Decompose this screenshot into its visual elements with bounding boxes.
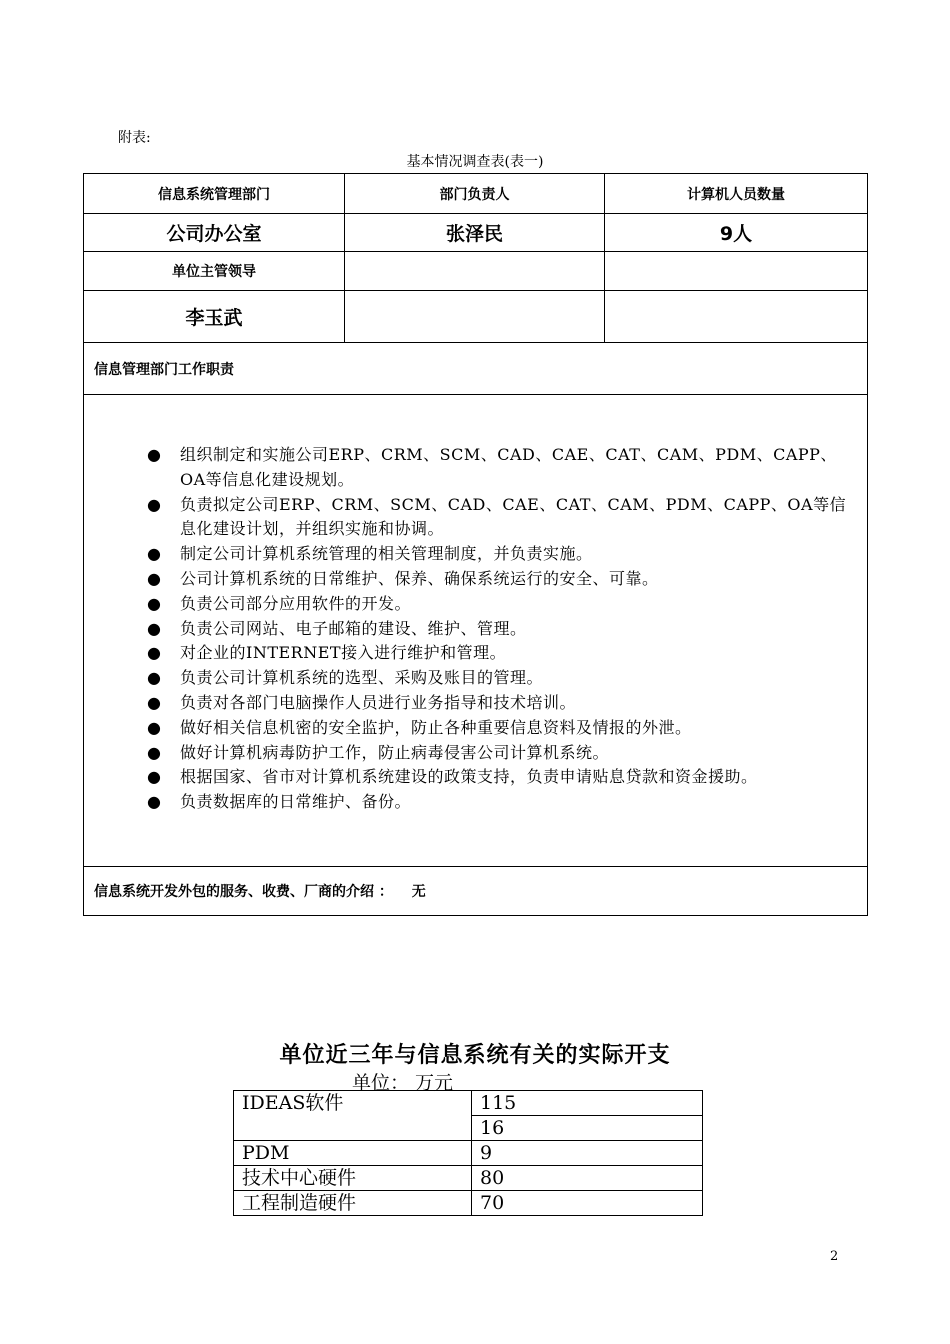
supervisor-label: 单位主管领导 — [84, 252, 345, 291]
outsourcing-row — [84, 867, 868, 916]
duties-cell — [84, 395, 868, 867]
list-item: ● 对企业的INTERNET接入进行维护和管理。 — [180, 641, 861, 666]
duties-list — [84, 395, 867, 815]
survey-table — [83, 173, 868, 916]
list-item: ● 组织制定和实施公司ERP、CRM、SCM、CAD、CAE、CAT、CAM、PDM、CAPP、OA等信息化建设规划。 — [147, 445, 837, 489]
empty-cell — [605, 291, 868, 343]
expense-table — [233, 1090, 703, 1216]
bullet-icon: ● — [147, 593, 162, 613]
list-item: ● 公司计算机系统的日常维护、保养、确保系统运行的安全、可靠。 — [180, 567, 861, 592]
appendix-label: 附表: — [118, 130, 151, 146]
list-item: ● 负责公司网站、电子邮箱的建设、维护、管理。 — [180, 617, 861, 642]
list-item: ● 负责拟定公司ERP、CRM、SCM、CAD、CAE、CAT、CAM、PDM、CAPP、OA等信息化建设计划，并组织实施和协调。 — [147, 494, 847, 539]
bullet-icon: ● — [147, 643, 162, 663]
empty-cell — [345, 252, 605, 291]
expense-title: 单位近三年与信息系统有关的实际开支 — [279, 1043, 671, 1068]
list-item: ● 做好计算机病毒防护工作，防止病毒侵害公司计算机系统。 — [180, 741, 861, 766]
bullet-icon: ● — [147, 692, 162, 712]
list-item: ● 做好相关信息机密的安全监护，防止各种重要信息资料及情报的外泄。 — [180, 716, 861, 741]
list-item: ● 负责数据库的日常维护、备份。 — [180, 790, 861, 815]
expense-value: 80 — [472, 1166, 703, 1191]
empty-cell — [605, 252, 868, 291]
bullet-icon: ● — [147, 767, 162, 787]
expense-item: 工程制造硬件 — [234, 1191, 472, 1216]
staff-count-value: 9人 — [605, 214, 868, 252]
bullet-icon: ● — [147, 445, 162, 464]
department-name: 公司办公室 — [84, 214, 345, 252]
bullet-icon: ● — [147, 568, 162, 588]
expense-value: 70 — [472, 1191, 703, 1216]
list-item: ● 负责公司部分应用软件的开发。 — [180, 592, 861, 617]
list-item: ● 负责对各部门电脑操作人员进行业务指导和技术培训。 — [180, 691, 861, 716]
expense-value: 9 — [472, 1141, 703, 1166]
expense-item: 技术中心硬件 — [234, 1166, 472, 1191]
bullet-icon: ● — [147, 742, 162, 762]
survey-table-title: 基本情况调查表(表一) — [406, 154, 544, 170]
bullet-icon: ● — [147, 668, 162, 688]
header-it-department: 信息系统管理部门 — [84, 174, 345, 214]
bullet-icon: ● — [147, 618, 162, 638]
expense-value: 16 — [472, 1116, 703, 1141]
bullet-icon: ● — [147, 494, 162, 514]
list-item: ● 制定公司计算机系统管理的相关管理制度，并负责实施。 — [180, 542, 861, 567]
bullet-icon: ● — [147, 717, 162, 737]
header-department-head: 部门负责人 — [345, 174, 605, 214]
expense-value: 115 — [472, 1091, 703, 1116]
bullet-icon: ● — [147, 792, 162, 812]
header-staff-count: 计算机人员数量 — [605, 174, 868, 214]
expense-item: IDEAS软件 — [234, 1091, 472, 1141]
list-item: ● 根据国家、省市对计算机系统建设的政策支持，负责申请贴息贷款和资金援助。 — [180, 765, 861, 790]
duties-label: 信息管理部门工作职责 — [84, 343, 868, 395]
page-number: 2 — [830, 1249, 839, 1264]
bullet-icon: ● — [147, 544, 162, 564]
outsourcing-label: 信息系统开发外包的服务、收费、厂商的介绍 ： — [94, 884, 393, 900]
supervisor-name: 李玉武 — [84, 291, 345, 343]
empty-cell — [345, 291, 605, 343]
outsourcing-value: 无 — [411, 884, 426, 900]
expense-item: PDM — [234, 1141, 472, 1166]
department-head-name: 张泽民 — [345, 214, 605, 252]
list-item: ● 负责公司计算机系统的选型、采购及账目的管理。 — [180, 666, 861, 691]
expense-unit: 单位： 万元 — [352, 1072, 454, 1094]
